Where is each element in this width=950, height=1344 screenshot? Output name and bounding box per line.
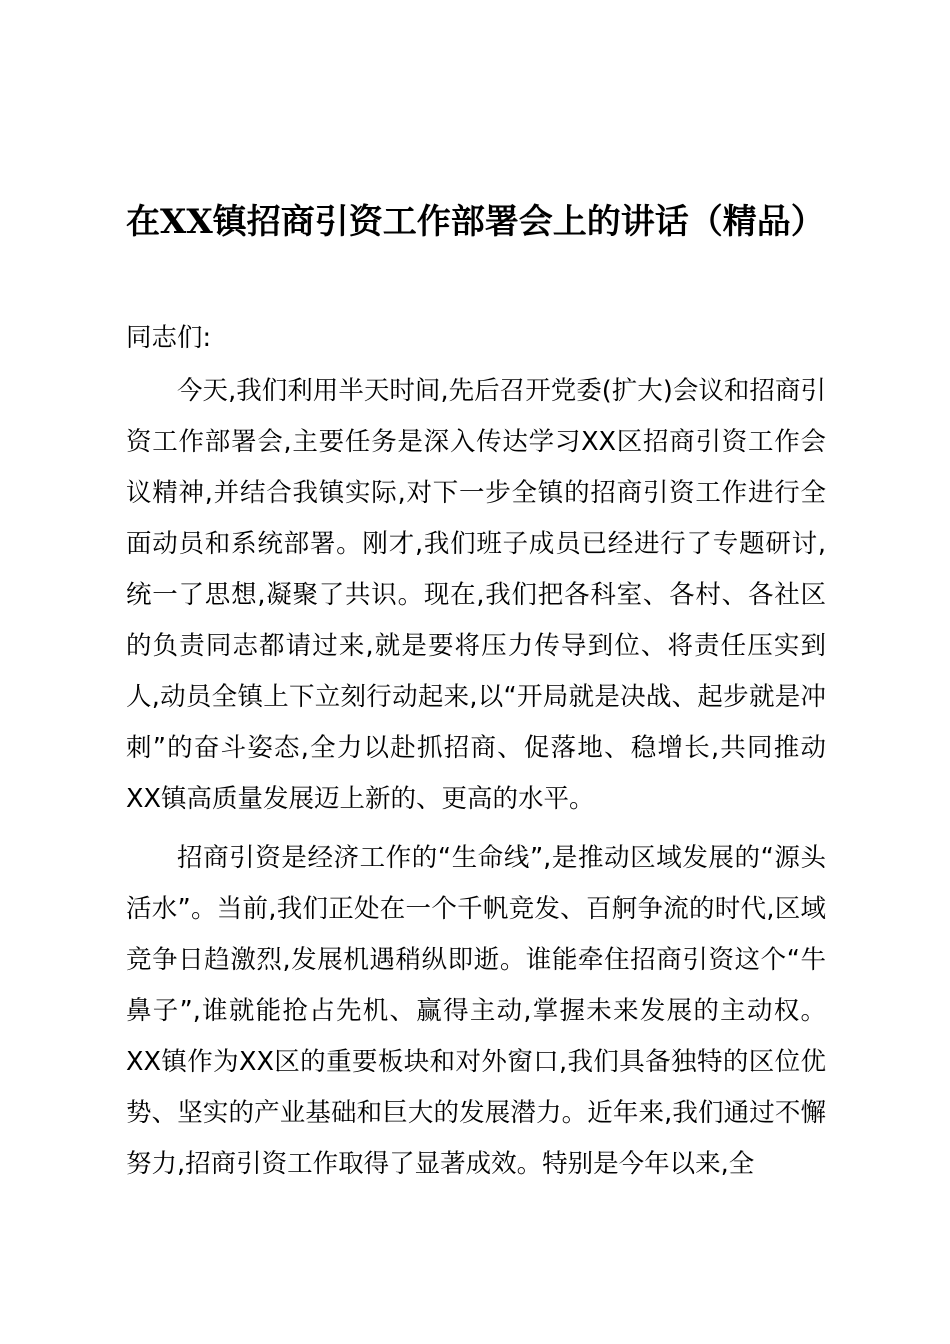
document-body — [126, 316, 826, 1190]
paragraph: 招商引资是经济工作的“生命线”,是推动区域发展的“源头活水”。当前,我们正处在一个千帆竞发、百舸争流的时代,区域竞争日趋激烈,发展机遇稍纵即逝。谁能牵住招商引资这个“牛鼻子”,谁就能抢占先机、赢得主动,掌握未来发展的主动权。XX镇作为XX区的重要板块和对外窗口,我们具备独特的区位优势、坚实的产业基础和巨大的发展潜力。近年来,我们通过不懈努力,招商引资工作取得了显著成效。特别是今年以来,全 — [126, 843, 826, 1179]
document-title: 在XX镇招商引资工作部署会上的讲话（精品） — [126, 202, 825, 242]
salutation: 同志们: — [126, 323, 212, 353]
paragraph: 今天,我们利用半天时间,先后召开党委(扩大)会议和招商引资工作部署会,主要任务是深入传达学习XX区招商引资工作会议精神,并结合我镇实际,对下一步全镇的招商引资工作进行全面动员和系统部署。刚才,我们班子成员已经进行了专题研讨,统一了思想,凝聚了共识。现在,我们把各科室、各村、各社区的负责同志都请过来,就是要将压力传导到位、将责任压实到人,动员全镇上下立刻行动起来,以“开局就是决战、起步就是冲刺”的奋斗姿态,全力以赴抓招商、促落地、稳增长,共同推动XX镇高质量发展迈上新的、更高的水平。 — [126, 376, 826, 814]
